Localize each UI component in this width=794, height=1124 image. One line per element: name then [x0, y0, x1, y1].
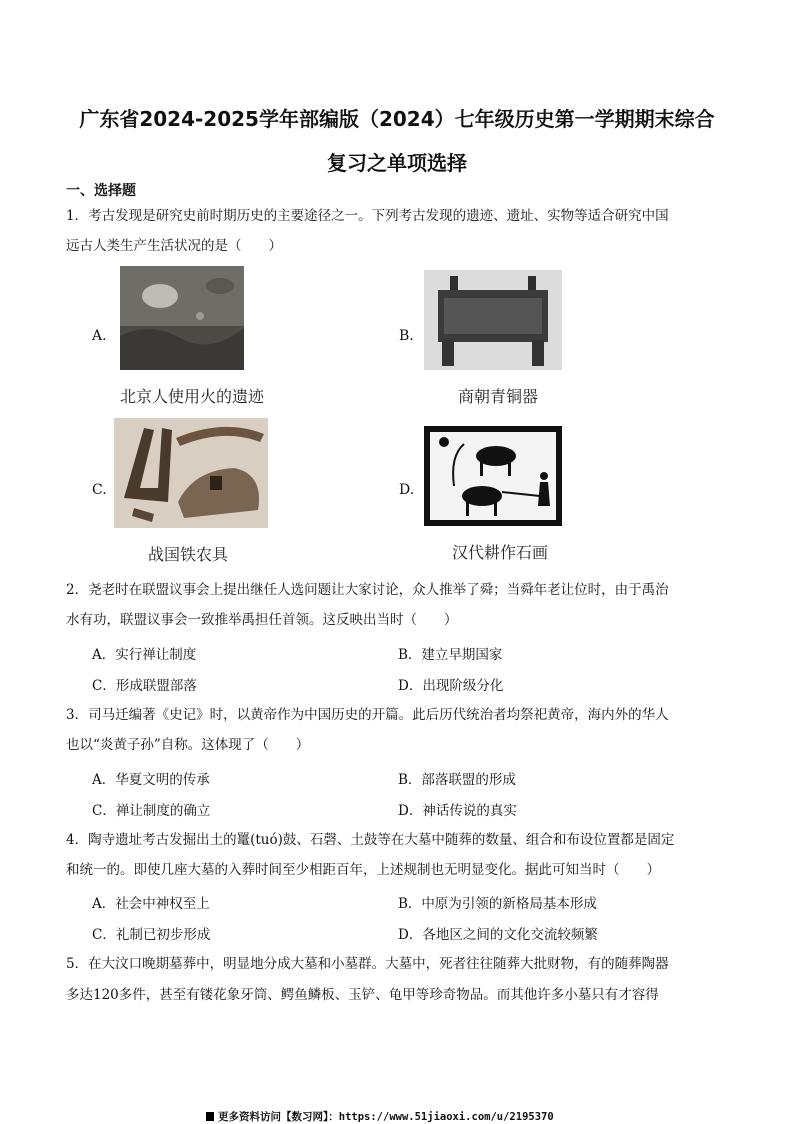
q1-option-c-letter[interactable]: C. — [92, 482, 107, 498]
q3-option-c[interactable]: C．禅让制度的确立 — [92, 803, 211, 819]
q1-option-d-letter[interactable]: D. — [399, 482, 415, 498]
q3-stem-line2: 也以“炎黄子孙”自称。这体现了（ ） — [66, 737, 310, 753]
q4-option-d[interactable]: D．各地区之间的文化交流较频繁 — [398, 927, 598, 943]
q2-option-c[interactable]: C．形成联盟部落 — [92, 678, 197, 694]
q3-option-b[interactable]: B．部落联盟的形成 — [398, 772, 516, 788]
q4-option-a[interactable]: A．社会中神权至上 — [92, 896, 210, 912]
q1-option-a-caption: 北京人使用火的遗迹 — [120, 387, 265, 406]
q2-option-d[interactable]: D．出现阶级分化 — [398, 678, 504, 694]
q1-stem-line1: 1．考古发现是研究史前时期历史的主要途径之一。下列考古发现的遗迹、遗址、实物等适合研究中国 — [66, 208, 669, 224]
q1-stem-line2: 远古人类生产生活状况的是（ ） — [66, 238, 282, 254]
q4-stem-line1: 4．陶寺遗址考古发掘出土的鼍(tuó)鼓、石磬、土鼓等在大墓中随葬的数量、组合和布设位置都是固定 — [66, 832, 675, 848]
q5-stem-line2: 多达120多件，甚至有镂花象牙筒、鳄鱼鳞板、玉铲、龟甲等珍奇物品。而其他许多小墓只有才容得 — [66, 987, 659, 1003]
footer-text: 更多资料访问【数习网】：https://www.51jiaoxi.com/u/2195370 — [218, 1111, 554, 1123]
footer-link[interactable] — [206, 1109, 554, 1124]
q1-option-b-caption: 商朝青铜器 — [458, 387, 539, 406]
fire-remains-image — [120, 266, 244, 370]
iron-tools-image — [114, 418, 268, 528]
q2-option-a[interactable]: A．实行禅让制度 — [92, 647, 197, 663]
q3-option-d[interactable]: D．神话传说的真实 — [398, 803, 517, 819]
q2-stem-line2: 水有功，联盟议事会一致推举禹担任首领。这反映出当时（ ） — [66, 612, 458, 628]
q1-option-c-caption: 战国铁农具 — [148, 545, 229, 564]
q1-option-b-letter[interactable]: B. — [399, 328, 414, 344]
ox-plowing-relief-image — [424, 426, 562, 526]
q1-option-a-letter[interactable]: A. — [92, 328, 107, 344]
flag-icon — [206, 1112, 214, 1121]
q1-option-d-caption: 汉代耕作石画 — [452, 543, 549, 562]
q3-stem-line1: 3．司马迁编著《史记》时，以黄帝作为中国历史的开篇。此后历代统治者均祭祀黄帝，海内外的华人 — [66, 707, 669, 723]
q5-stem-line1: 5．在大汶口晚期墓葬中，明显地分成大墓和小墓群。大墓中，死者往往随葬大批财物，有的随葬陶器 — [66, 956, 669, 972]
q4-option-b[interactable]: B．中原为引领的新格局基本形成 — [398, 896, 597, 912]
page-title-line2: 复习之单项选择 — [327, 151, 467, 175]
page-title-line1: 广东省2024-2025学年部编版（2024）七年级历史第一学期期末综合 — [79, 107, 715, 131]
q4-option-c[interactable]: C．礼制已初步形成 — [92, 927, 211, 943]
q2-stem-line1: 2．尧老时在联盟议事会上提出继任人选问题让大家讨论，众人推举了舜；当舜年老让位时，由于禹治 — [66, 582, 669, 598]
bronze-vessel-image — [424, 270, 562, 370]
q3-option-a[interactable]: A．华夏文明的传承 — [92, 772, 210, 788]
q2-option-b[interactable]: B．建立早期国家 — [398, 647, 503, 663]
q4-stem-line2: 和统一的。即使几座大墓的入葬时间至少相距百年，上述规制也无明显变化。据此可知当时（ ） — [66, 862, 660, 878]
section-heading: 一、选择题 — [66, 183, 136, 199]
